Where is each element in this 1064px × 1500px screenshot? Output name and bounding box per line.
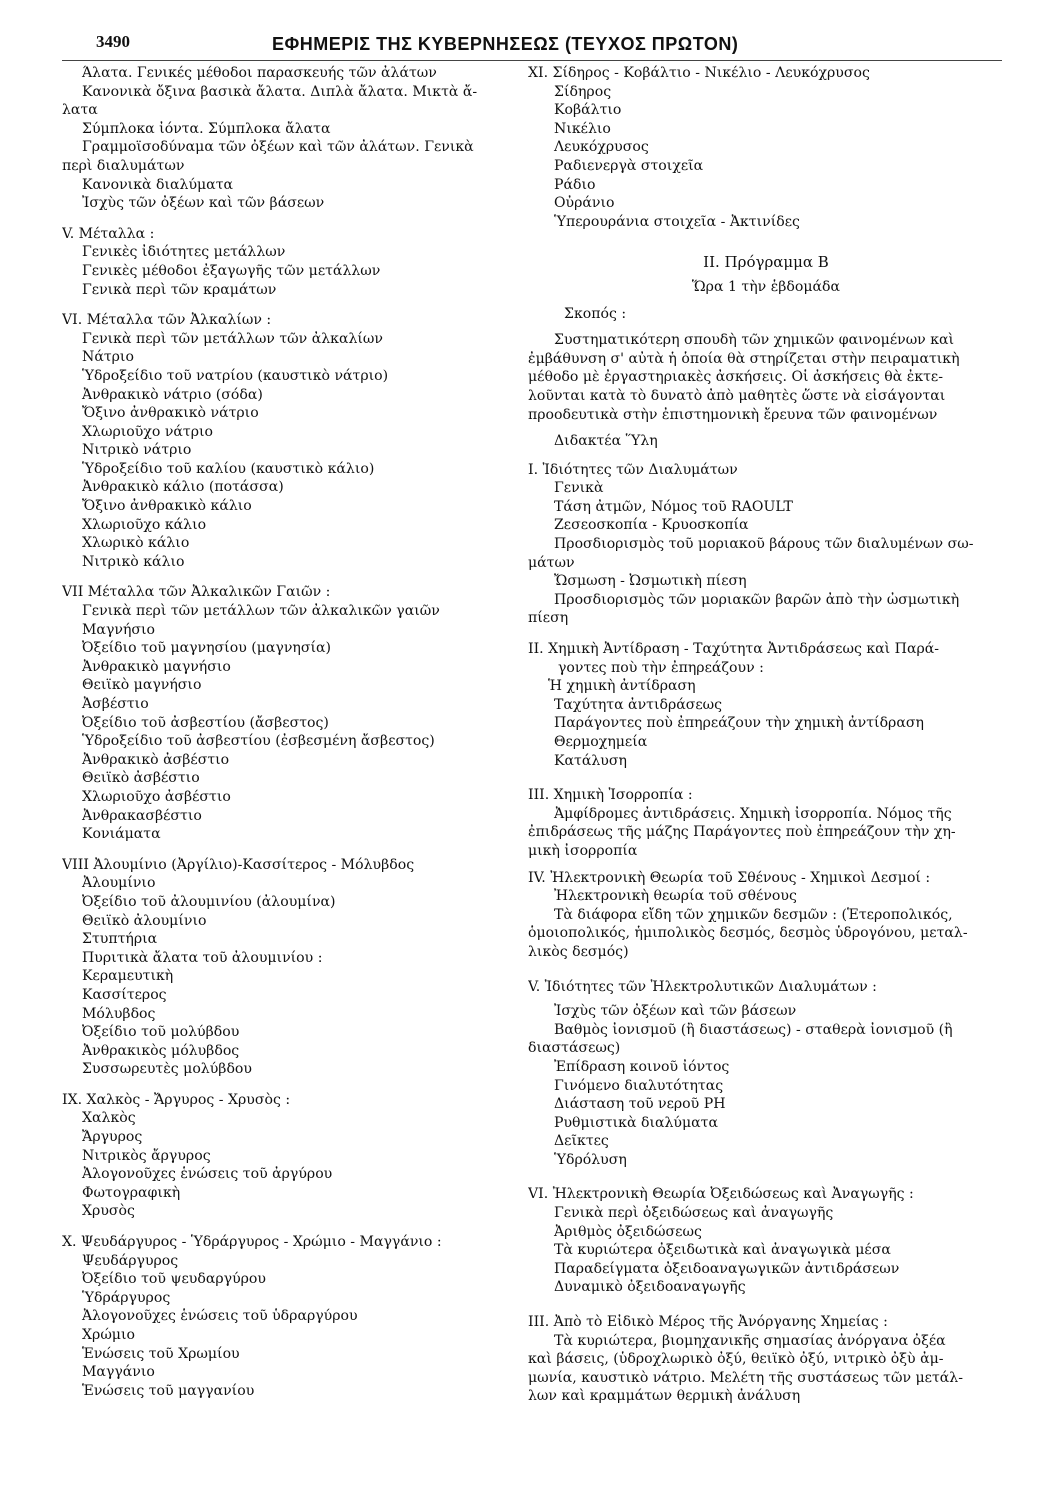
text-line: μικὴ ἰσορροπία bbox=[528, 842, 638, 859]
section-title: V. Μέταλλα : bbox=[62, 225, 155, 242]
list-item: Ὑδροξείδιο τοῦ καλίου (καυστικὸ κάλιο) bbox=[82, 460, 375, 477]
list-item: Διάσταση τοῦ νεροῦ PH bbox=[554, 1096, 726, 1113]
list-item: Νιτρικὸ κάλιο bbox=[82, 553, 185, 570]
list-item: Θειϊκὸ ἀσβέστιο bbox=[82, 770, 200, 787]
list-item: Ταχύτητα ἀντιδράσεως bbox=[554, 696, 723, 713]
list-item: Θειϊκὸ μαγνήσιο bbox=[82, 677, 202, 694]
list-item: Ὀξείδιο τοῦ ψευδαργύρου bbox=[82, 1271, 266, 1288]
list-item: Μόλυβδος bbox=[82, 1005, 156, 1022]
list-item: Ὑδρόλυση bbox=[554, 1151, 627, 1168]
list-item: Δυναμικὸ ὀξειδοαναγωγῆς bbox=[554, 1279, 746, 1296]
text-line: περὶ διαλυμάτων bbox=[62, 157, 185, 174]
list-item: Ραδιενεργὰ στοιχεῖα bbox=[554, 157, 704, 174]
list-item: Ὀξείδιο τοῦ ἀλουμινίου (ἀλουμίνα) bbox=[82, 893, 336, 910]
list-item: Νιτρικὸ νάτριο bbox=[82, 442, 192, 459]
text-line: διαστάσεως) bbox=[528, 1040, 621, 1057]
list-item: Γενικὰ περὶ ὀξειδώσεως καὶ ἀναγωγῆς bbox=[554, 1205, 834, 1222]
section-title: IX. Χαλκὸς - Ἄργυρος - Χρυσὸς : bbox=[62, 1091, 291, 1108]
text-line: ἐπιδράσεως τῆς μάζης Παράγοντες ποὺ ἐπηρεάζουν τὴν χη- bbox=[528, 824, 956, 841]
list-item: Ὑδροξείδιο τοῦ ἀσβεστίου (ἐσβεσμένη ἄσβεστος) bbox=[82, 733, 435, 750]
list-item: Στυπτήρια bbox=[82, 931, 158, 948]
list-item: Ἄργυρος bbox=[82, 1129, 143, 1146]
list-item: Κονιάματα bbox=[82, 826, 161, 843]
list-item: Μαγνήσιο bbox=[82, 621, 156, 638]
journal-title: ΕΦΗΜΕΡΙΣ ΤΗΣ ΚΥΒΕΡΝΗΣΕΩΣ (ΤΕΥΧΟΣ ΠΡΩΤΟΝ) bbox=[272, 34, 739, 54]
list-item: Κοβάλτιο bbox=[554, 102, 622, 119]
list-item: Χλωριοῦχο κάλιο bbox=[82, 516, 207, 533]
list-item: Νάτριο bbox=[82, 349, 134, 366]
list-item: Ἑνώσεις τοῦ Χρωμίου bbox=[82, 1345, 240, 1362]
section-title: Ι. Ἰδιότητες τῶν Διαλυμάτων bbox=[528, 461, 738, 478]
taught-material-label: Διδακτέα Ὕλη bbox=[554, 433, 658, 450]
text-line: πίεση bbox=[528, 610, 569, 627]
list-item: Χρυσὸς bbox=[82, 1203, 135, 1220]
list-item: Ἀνθρακικὸς μόλυβδος bbox=[82, 1042, 240, 1059]
text-line: ἐμβάθυνση σ' αὐτὰ ἡ ὁποία θὰ στηρίζεται στὴν πειραματικὴ bbox=[528, 350, 960, 367]
list-item: Νιτρικὸς ἄργυρος bbox=[82, 1147, 211, 1164]
list-item: Προσδιορισμὸς τοῦ μοριακοῦ βάρους τῶν διαλυμένων σω- bbox=[554, 536, 974, 553]
text-line: μωνία, καυστικὸ νάτριο. Μελέτη τῆς συστάσεως τῶν μετάλ- bbox=[528, 1369, 963, 1386]
text-line: λοῦνται κατὰ τὸ δυνατὸ ἀπὸ μαθητὲς ὥστε νὰ εἰσάγονται bbox=[528, 387, 946, 404]
text-line: ὁμοιοπολικός, ἡμιπολικὸς δεσμός, δεσμὸς ὑδρογόνου, μεταλ- bbox=[528, 925, 968, 942]
list-item: Ὄξινο ἀνθρακικὸ κάλιο bbox=[82, 498, 252, 515]
list-item: Ζεσεοσκοπία - Κρυοσκοπία bbox=[554, 517, 749, 534]
text-line: μέθοδο μὲ ἐργαστηριακὲς ἀσκήσεις. Οἱ ἀσκήσεις θὰ ἐκτε- bbox=[528, 369, 943, 386]
list-item: Δεῖκτες bbox=[554, 1133, 609, 1150]
section-title: ΙΙ. Χημικὴ Ἀντίδραση - Ταχύτητα Ἀντιδράσεως καὶ Παρά- bbox=[528, 641, 940, 658]
list-item: Ἡ χημικὴ ἀντίδραση bbox=[548, 678, 696, 695]
header-rule bbox=[62, 60, 1002, 61]
list-item: Πυριτικὰ ἄλατα τοῦ ἀλουμινίου : bbox=[82, 949, 323, 966]
text-line: Σύμπλοκα ἰόντα. Σύμπλοκα ἄλατα bbox=[82, 120, 331, 137]
text-line: Τὰ διάφορα εἴδη τῶν χημικῶν δεσμῶν : (Ἑτεροπολικός, bbox=[554, 906, 953, 923]
right-column bbox=[528, 64, 1004, 1406]
list-item: Ἀνθρακικὸ ἀσβέστιο bbox=[82, 751, 230, 768]
list-item: Θειϊκὸ ἀλουμίνιο bbox=[82, 912, 207, 929]
section-title: VII Μέταλλα τῶν Ἀλκαλικῶν Γαιῶν : bbox=[62, 584, 331, 601]
list-item: Ἑνώσεις τοῦ μαγγανίου bbox=[82, 1382, 255, 1399]
list-item: Γενικὰ περὶ τῶν μετάλλων τῶν ἀλκαλικῶν γαιῶν bbox=[82, 603, 440, 620]
list-item: Οὐράνιο bbox=[554, 195, 615, 212]
text-line: καὶ βάσεις, (ὑδροχλωρικὸ ὀξύ, θειϊκὸ ὀξύ, νιτρικὸ ὀξὺ ἀμ- bbox=[528, 1351, 944, 1368]
list-item: Τὰ κυριώτερα ὀξειδωτικὰ καὶ ἀναγωγικὰ μέσα bbox=[554, 1242, 891, 1259]
list-item: Ἀσβέστιο bbox=[82, 696, 149, 712]
list-item: Λευκόχρυσος bbox=[554, 139, 649, 156]
list-item: Ἀλουμίνιο bbox=[82, 875, 156, 892]
list-item: Μαγγάνιο bbox=[82, 1364, 155, 1381]
list-item: Ψευδάργυρος bbox=[82, 1252, 179, 1269]
section-title: IV. Ἠλεκτρονικὴ Θεωρία τοῦ Σθένους - Χημικοὶ Δεσμοί : bbox=[528, 869, 931, 886]
section-title: X. Ψευδάργυρος - Ὑδράργυρος - Χρώμιο - Μαγγάνιο : bbox=[62, 1234, 442, 1251]
list-item: Θερμοχημεία bbox=[554, 734, 648, 750]
text-line: Κανονικὰ ὄξινα βασικὰ ἄλατα. Διπλὰ ἄλατα. Μικτὰ ἄ- bbox=[82, 83, 478, 100]
list-item: Νικέλιο bbox=[554, 120, 611, 137]
list-item: Ἀλογονοῦχες ἑνώσεις τοῦ ὑδραργύρου bbox=[82, 1308, 358, 1325]
text-line: Συστηματικότερη σπουδὴ τῶν χημικῶν φαινομένων καὶ bbox=[554, 332, 955, 349]
list-item: Τάση ἀτμῶν, Νόμος τοῦ RAOULT bbox=[554, 498, 793, 515]
list-item: Ράδιο bbox=[554, 176, 596, 193]
list-item: Φωτογραφικὴ bbox=[82, 1184, 181, 1201]
list-item: Ἀνθρακικὸ κάλιο (ποτάσσα) bbox=[82, 479, 284, 496]
section-title-cont: γοντες ποὺ τὴν ἐπηρεάζουν : bbox=[558, 659, 764, 676]
list-item: Προσδιορισμὸς τῶν μοριακῶν βαρῶν ἀπὸ τὴν ὠσμωτικὴ bbox=[554, 591, 960, 608]
text-line: Ἀμφίδρομες ἀντιδράσεις. Χημικὴ ἰσορροπία. Νόμος τῆς bbox=[554, 805, 952, 822]
list-item: Ἐπίδραση κοινοῦ ἰόντος bbox=[554, 1058, 730, 1075]
text-line: Άλατα. Γενικές μέθοδοι παρασκευής τῶν ἀλάτων bbox=[82, 65, 437, 81]
text-line: λατα bbox=[62, 102, 98, 119]
list-item: Ὄξινο ἀνθρακικὸ νάτριο bbox=[82, 405, 259, 422]
program-hours: Ὥρα 1 τὴν ἑβδομάδα bbox=[691, 278, 841, 295]
list-item: Χλωρικὸ κάλιο bbox=[82, 535, 190, 552]
list-item: Χρώμιο bbox=[82, 1327, 135, 1343]
section-title: VI. Μέταλλα τῶν Ἀλκαλίων : bbox=[62, 312, 272, 329]
list-item: Κεραμευτικὴ bbox=[82, 968, 174, 985]
list-item: Ὀξείδιο τοῦ μολύβδου bbox=[82, 1024, 240, 1041]
list-item: Παράγοντες ποὺ ἐπηρεάζουν τὴν χημικὴ ἀντίδραση bbox=[554, 715, 924, 732]
section-title: XI. Σίδηρος - Κοβάλτιο - Νικέλιο - Λευκόχρυσος bbox=[528, 65, 870, 81]
list-item: Ὀξείδιο τοῦ μαγνησίου (μαγνησία) bbox=[82, 640, 332, 657]
list-item: Παραδείγματα ὀξειδοαναγωγικῶν ἀντιδράσεων bbox=[554, 1260, 900, 1277]
left-column bbox=[62, 64, 520, 1400]
list-item: Γενικὲς ἰδιότητες μετάλλων bbox=[82, 244, 286, 261]
list-item: Ἀριθμὸς ὀξειδώσεως bbox=[554, 1223, 702, 1240]
list-item: Ὀξείδιο τοῦ ἀσβεστίου (ἄσβεστος) bbox=[82, 714, 329, 731]
program-title: ΙΙ. Πρόγραμμα Β bbox=[703, 253, 829, 272]
page-header bbox=[62, 28, 1002, 60]
purpose-label: Σκοπός : bbox=[564, 305, 627, 322]
list-item: Βαθμὸς ἰονισμοῦ (ἢ διαστάσεως) - σταθερὰ ἰονισμοῦ (ἢ bbox=[554, 1021, 953, 1038]
list-item: Ἀνθρακικὸ νάτριο (σόδα) bbox=[82, 386, 263, 403]
text-line: λων καὶ κραμμάτων θερμικὴ ἀνάλυση bbox=[528, 1388, 801, 1405]
list-item: Γενικὲς μέθοδοι ἐξαγωγῆς τῶν μετάλλων bbox=[82, 262, 381, 279]
list-item: Γενικὰ περὶ τῶν κραμάτων bbox=[82, 281, 277, 298]
text-line: λικὸς δεσμός) bbox=[528, 943, 629, 960]
list-item: Ὑδράργυρος bbox=[82, 1289, 171, 1306]
section-title: V. Ἰδιότητες τῶν Ἠλεκτρολυτικῶν Διαλυμάτων : bbox=[528, 978, 877, 995]
list-item: Ἰσχὺς τῶν ὀξέων καὶ τῶν βάσεων bbox=[554, 1003, 797, 1020]
page-number: 3490 bbox=[96, 32, 130, 51]
list-item: Ἀνθρακασβέστιο bbox=[82, 807, 202, 824]
list-item: Σίδηρος bbox=[554, 83, 612, 100]
list-item: Κατάλυση bbox=[554, 752, 627, 769]
list-item: Γενικὰ περὶ τῶν μετάλλων τῶν ἀλκαλίων bbox=[82, 330, 383, 347]
text-line: Ἰσχὺς τῶν ὀξέων καὶ τῶν βάσεων bbox=[82, 195, 325, 212]
list-item: Ὑδροξείδιο τοῦ νατρίου (καυστικὸ νάτριο) bbox=[82, 367, 389, 384]
text-line: Γραμμοϊσοδύναμα τῶν ὀξέων καὶ τῶν ἀλάτων. Γενικὰ bbox=[82, 139, 474, 156]
list-item: Ἠλεκτρονικὴ θεωρία τοῦ σθένους bbox=[554, 888, 797, 905]
list-item: Ρυθμιστικὰ διαλύματα bbox=[554, 1114, 718, 1131]
section-title: VI. Ἠλεκτρονικὴ Θεωρία Ὀξειδώσεως καὶ Ἀναγωγῆς : bbox=[528, 1186, 914, 1203]
list-item: Χλωριοῦχο ἀσβέστιο bbox=[82, 788, 231, 805]
list-item: Χλωριοῦχο νάτριο bbox=[82, 423, 214, 440]
list-item: Γενικὰ bbox=[554, 480, 604, 497]
text-line: Κανονικὰ διαλύματα bbox=[82, 176, 234, 193]
text-line: προοδευτικὰ στὴν ἐπιστημονικὴ ἔρευνα τῶν φαινομένων bbox=[528, 406, 938, 423]
list-item: Ἀνθρακικὸ μαγνήσιο bbox=[82, 658, 231, 675]
list-item: Κασσίτερος bbox=[82, 986, 167, 1003]
section-title: ΙΙΙ. Ἀπὸ τὸ Εἰδικὸ Μέρος τῆς Ἀνόργανης Χημείας : bbox=[528, 1314, 888, 1331]
list-item: Συσσωρευτὲς μολύβδου bbox=[82, 1061, 252, 1078]
list-item: Ἀλογονοῦχες ἑνώσεις τοῦ ἀργύρου bbox=[82, 1166, 333, 1183]
text-line: μάτων bbox=[528, 554, 575, 571]
section-title: VIII Ἀλουμίνιο (Ἀργίλιο)-Κασσίτερος - Μόλυβδος bbox=[62, 856, 415, 873]
list-item: Ὑπερουράνια στοιχεῖα - Ἀκτινίδες bbox=[554, 213, 800, 230]
list-item: Γινόμενο διαλυτότητας bbox=[554, 1077, 724, 1094]
text-line: Τὰ κυριώτερα, βιομηχανικῆς σημασίας ἀνόργανα ὀξέα bbox=[554, 1332, 946, 1349]
list-item: Ὤσμωση - Ὠσμωτικὴ πίεση bbox=[554, 573, 747, 590]
section-title: ΙΙΙ. Χημικὴ Ἰσορροπία : bbox=[528, 787, 693, 804]
list-item: Χαλκὸς bbox=[82, 1110, 136, 1127]
